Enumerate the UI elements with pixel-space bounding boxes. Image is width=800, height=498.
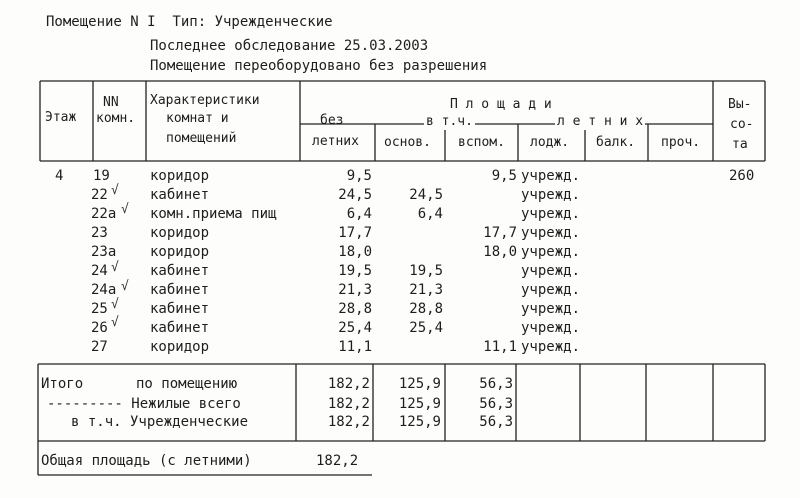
- col-summer-header: л е т н и х: [557, 114, 644, 129]
- check-mark: √: [111, 315, 119, 330]
- row-name: коридор: [150, 339, 210, 355]
- row-num: 24: [91, 263, 108, 279]
- totals-institutional-main: 125,9: [398, 414, 441, 430]
- row-type: учрежд.: [521, 244, 581, 260]
- row-num: 22: [91, 187, 108, 203]
- totals-institutional-total: 182,2: [327, 414, 370, 430]
- col-incl-header: в т.ч.: [426, 114, 473, 129]
- totals-nonresidential-main: 125,9: [398, 396, 441, 412]
- row-height: 260: [729, 168, 755, 184]
- row-type: учрежд.: [521, 339, 581, 355]
- col-aux-header: вспом.: [458, 135, 505, 150]
- check-mark: √: [111, 297, 119, 312]
- row-type: учрежд.: [521, 206, 581, 222]
- row-total: 19,5: [338, 263, 372, 279]
- col-char-header-2: комнат и: [166, 111, 229, 126]
- col-height-header-1: Вы-: [728, 97, 752, 112]
- row-type: учрежд.: [521, 263, 581, 279]
- col-rooms-header-2: комн.: [96, 111, 136, 126]
- row-name: кабинет: [150, 187, 210, 203]
- row-main: 28,8: [409, 301, 443, 317]
- check-mark: √: [121, 202, 129, 217]
- overall-area-label: Общая площадь (с летними): [41, 453, 252, 469]
- row-main: 21,3: [409, 282, 443, 298]
- row-main: 6,4: [417, 206, 443, 222]
- premise-title: Помещение N I Тип: Учрежденческие: [46, 14, 333, 30]
- col-char-header-1: Характеристики: [150, 93, 260, 108]
- last-inspection: Последнее обследование 25.03.2003: [150, 38, 429, 54]
- check-mark: √: [111, 183, 119, 198]
- row-num: 19: [93, 168, 110, 184]
- row-total: 6,4: [346, 206, 372, 222]
- row-main: 24,5: [409, 187, 443, 203]
- col-loggia-header: лодж.: [530, 135, 570, 150]
- totals-premise-label: по помещению: [136, 376, 238, 392]
- row-num: 26: [91, 320, 108, 336]
- totals-institutional-label: в т.ч. Учрежденческие: [71, 414, 249, 430]
- row-total: 17,7: [338, 225, 372, 241]
- reequipment-note: Помещение переоборудовано без разрешения: [150, 58, 488, 74]
- col-other-header: проч.: [661, 135, 701, 150]
- totals-premise-aux: 56,3: [479, 376, 513, 392]
- totals-nonresidential-aux: 56,3: [479, 396, 513, 412]
- row-aux: 17,7: [483, 225, 517, 241]
- row-total: 28,8: [338, 301, 372, 317]
- check-mark: √: [111, 260, 119, 275]
- totals-premise-total: 182,2: [327, 376, 370, 392]
- row-num: 27: [91, 339, 108, 355]
- row-name: коридор: [150, 168, 210, 184]
- row-total: 21,3: [338, 282, 372, 298]
- row-name: кабинет: [150, 320, 210, 336]
- totals-nonresidential-total: 182,2: [327, 396, 370, 412]
- row-num: 25: [91, 301, 108, 317]
- overall-area-value: 182,2: [316, 453, 359, 469]
- row-type: учрежд.: [521, 301, 581, 317]
- col-main-header: основ.: [384, 135, 431, 150]
- row-floor: 4: [55, 168, 64, 184]
- col-balcony-header: балк.: [596, 135, 636, 150]
- totals-label: Итого: [41, 376, 84, 392]
- row-aux: 11,1: [483, 339, 517, 355]
- row-type: учрежд.: [521, 168, 581, 184]
- row-num: 23а: [91, 244, 117, 260]
- row-total: 18,0: [338, 244, 372, 260]
- row-main: 19,5: [409, 263, 443, 279]
- totals-nonresidential-label: --------- Нежилые всего: [47, 396, 241, 412]
- check-mark: √: [121, 279, 129, 294]
- row-name: кабинет: [150, 301, 210, 317]
- row-name: коридор: [150, 244, 210, 260]
- row-type: учрежд.: [521, 320, 581, 336]
- col-total-header-1: без: [320, 113, 344, 128]
- row-type: учрежд.: [521, 187, 581, 203]
- row-aux: 18,0: [483, 244, 517, 260]
- row-num: 24а: [91, 282, 117, 298]
- col-height-header-3: та: [732, 137, 748, 152]
- col-floor-header: Этаж: [45, 110, 77, 125]
- col-rooms-header-1: NN: [103, 95, 119, 110]
- col-char-header-3: помещений: [166, 131, 237, 146]
- row-num: 22а: [91, 206, 117, 222]
- row-type: учрежд.: [521, 282, 581, 298]
- totals-institutional-aux: 56,3: [479, 414, 513, 430]
- col-total-header-2: летних: [312, 134, 359, 149]
- col-height-header-2: со-: [730, 117, 754, 132]
- row-total: 25,4: [338, 320, 372, 336]
- row-total: 9,5: [346, 168, 372, 184]
- row-name: комн.приема пищ: [150, 206, 277, 222]
- row-total: 24,5: [338, 187, 372, 203]
- row-name: коридор: [150, 225, 210, 241]
- row-name: кабинет: [150, 263, 210, 279]
- totals-premise-main: 125,9: [398, 376, 441, 392]
- row-aux: 9,5: [491, 168, 517, 184]
- row-num: 23: [91, 225, 108, 241]
- row-name: кабинет: [150, 282, 210, 298]
- row-main: 25,4: [409, 320, 443, 336]
- col-area-header: П л о щ а д и: [450, 97, 552, 112]
- row-total: 11,1: [338, 339, 372, 355]
- row-type: учрежд.: [521, 225, 581, 241]
